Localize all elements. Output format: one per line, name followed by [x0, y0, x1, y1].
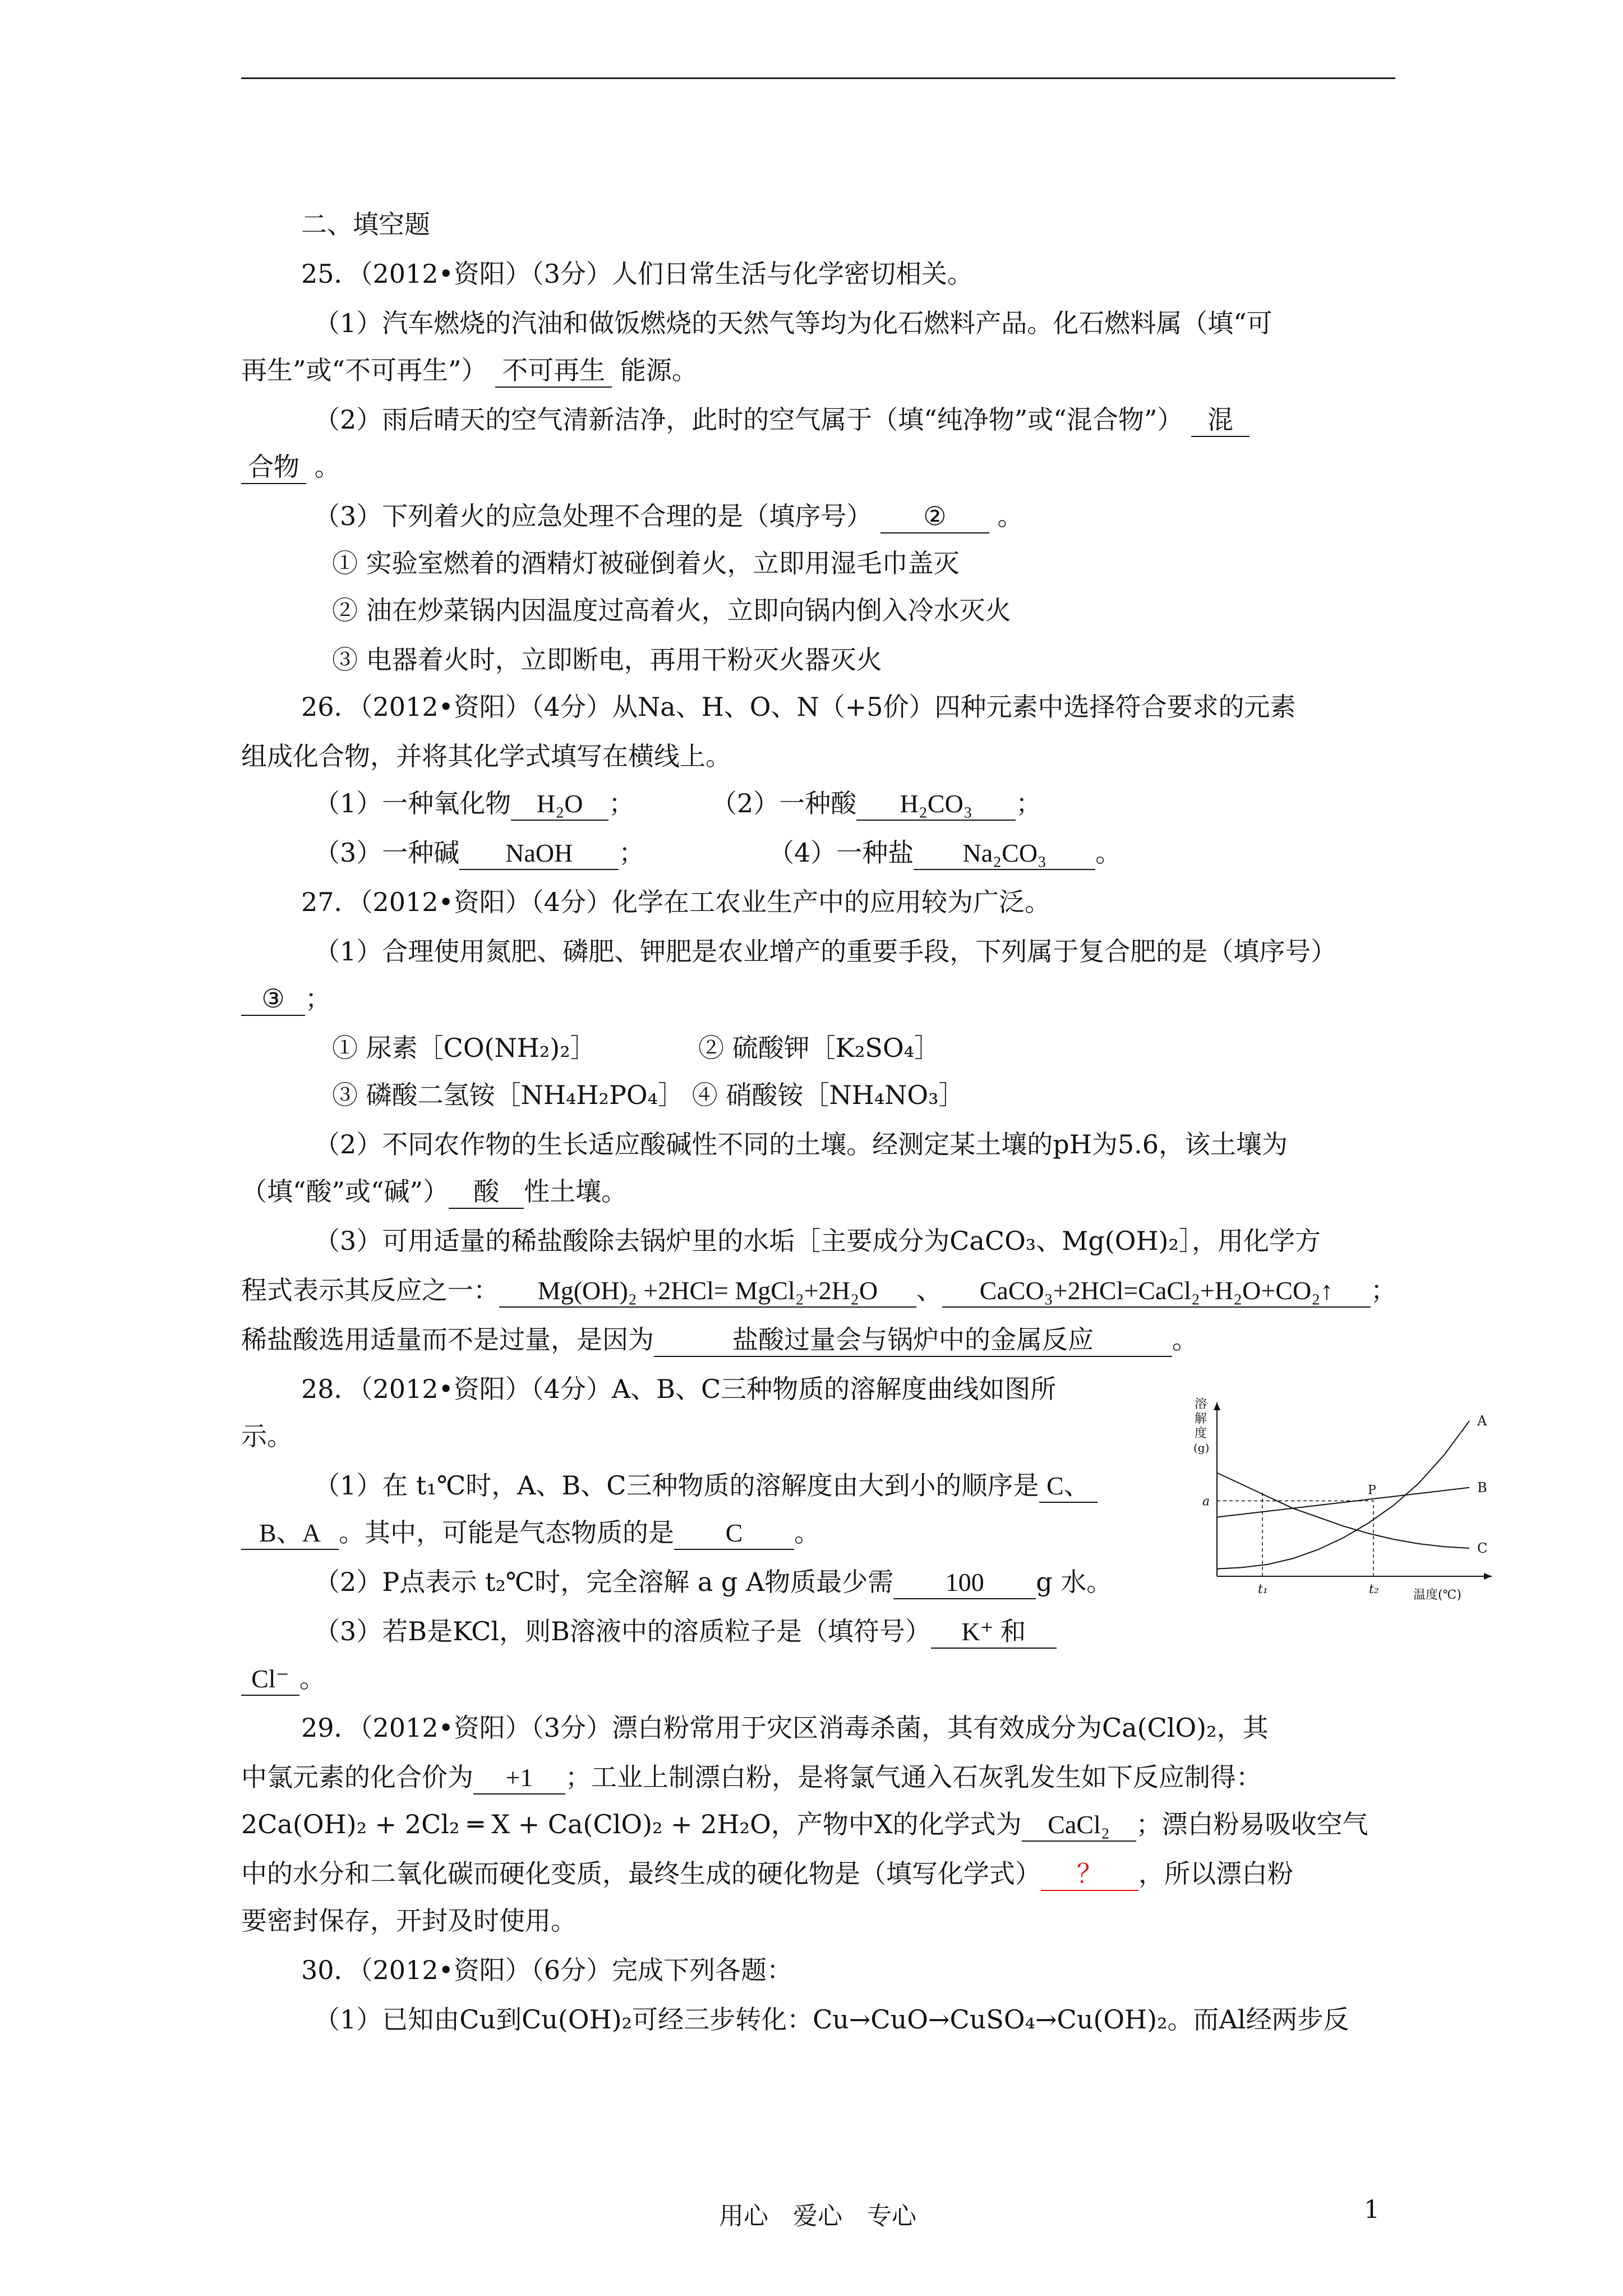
series-B	[1217, 1488, 1469, 1517]
y-axis-label-3: 度	[1195, 1427, 1207, 1441]
q29-line-3	[241, 1807, 1368, 1842]
q26-item-3: （3）一种碱	[314, 838, 460, 868]
q29-text-4: 中的水分和二氧化碳而硬化变质，最终生成的硬化物是（填写化学式）	[241, 1858, 1041, 1889]
q27-p1-line1: （1）合理使用氮肥、磷肥、钾肥是农业增产的重要手段，下列属于复合肥的是（填序号）	[314, 936, 1337, 967]
q28-p1-line1	[314, 1469, 1098, 1503]
q26-row-2	[314, 836, 644, 870]
y-axis-arrow	[1214, 1402, 1220, 1410]
q26-row-1	[314, 786, 634, 821]
q25-p2-answer-b: 合物	[241, 452, 306, 484]
q29-answer-1: +1	[473, 1762, 565, 1795]
footer-text: 用心 爱心 专心	[719, 2202, 916, 2230]
q27-p3-line2	[241, 1273, 1396, 1308]
q26-answer-4: Na₂CO₃	[914, 838, 1095, 870]
x-axis-arrow	[1484, 1573, 1492, 1580]
q25-p3	[314, 499, 1023, 533]
q25-p2-answer-a: 混	[1191, 404, 1249, 437]
q27-stem: 27．（2012•资阳）（4分）化学在工农业生产中的应用较为广泛。	[301, 887, 1050, 917]
q29-line-2	[241, 1760, 1262, 1795]
series-C	[1217, 1473, 1469, 1548]
q28-p2	[314, 1565, 1112, 1599]
q26-row-2b	[768, 836, 1121, 870]
q30-p1: （1）已知由Cu到Cu(OH)₂可经三步转化：Cu→CuO→CuSO₄→Cu(OH)₂。而Al经两步反	[314, 2004, 1349, 2035]
q28-p2-answer: 100	[893, 1567, 1036, 1599]
x-tick-label-t1: t₁	[1258, 1582, 1268, 1596]
q29-text-2b: ；工业上制漂白粉，是将氯气通入石灰乳发生如下反应制得：	[565, 1762, 1262, 1792]
q27-option-4: ④ 硝酸铵［NH₄NO₃］	[691, 1080, 965, 1110]
q29-answer-2: CaCl₂	[1022, 1809, 1136, 1842]
q27-p2-answer: 酸	[449, 1176, 524, 1209]
header-rule	[241, 77, 1395, 79]
q27-p3-reason-end: 。	[1172, 1324, 1198, 1355]
q27-p1-line2	[241, 982, 331, 1016]
q25-p1-line1: （1）汽车燃烧的汽油和做饭燃烧的天然气等均为化石燃料产品。化石燃料属（填“可	[314, 308, 1272, 338]
q25-p2-end: 。	[314, 452, 340, 482]
q28-p3-line1	[314, 1614, 1057, 1649]
q25-p2-line2	[241, 450, 340, 484]
solubility-chart	[1178, 1391, 1514, 1627]
q26-sep-2: ；	[1016, 788, 1042, 818]
q26-row-1b	[711, 786, 1041, 821]
y-tick-label: a	[1202, 1494, 1210, 1509]
page-number: 1	[1364, 2196, 1380, 2224]
q28-p2-text: （2）P点表示 t₂℃时，完全溶解 a g A物质最少需	[314, 1567, 894, 1597]
q25-p2-text: （2）雨后晴天的空气清新洁净，此时的空气属于（填“纯净物”或“混合物”）	[314, 404, 1183, 435]
q26-item-4: （4）一种盐	[768, 838, 914, 868]
q27-p3-line3	[241, 1323, 1198, 1357]
q30-stem: 30．（2012•资阳）（6分）完成下列各题：	[301, 1955, 792, 1985]
q27-p2-end: 性土壤。	[524, 1176, 628, 1207]
section-title: 二、填空题	[301, 209, 430, 240]
q27-p3-line1: （3）可用适量的稀盐酸除去锅炉里的水垢［主要成分为CaCO₃、Mg(OH)₂］，用化学方	[314, 1226, 1321, 1256]
q28-p3-line2	[241, 1662, 325, 1696]
q28-p3-answer-a: K⁺ 和	[931, 1616, 1057, 1649]
q27-p3-answer-1: Mg(OH)₂ +2HCl= MgCl₂+2H₂O	[499, 1275, 916, 1308]
q28-p1-answer-a: C、	[1039, 1470, 1098, 1503]
q27-p1-end: ；	[305, 983, 331, 1014]
q26-stem-2: 组成化合物，并将其化学式填写在横线上。	[241, 741, 731, 771]
q29-answer-3: ？	[1041, 1858, 1138, 1891]
q27-p2-text: （填“酸”或“碱”）	[241, 1176, 449, 1207]
q25-stem: 25．（2012•资阳）（3分）人们日常生活与化学密切相关。	[301, 259, 973, 289]
q25-option-1: ① 实验室燃着的酒精灯被碰倒着火，立即用湿毛巾盖灭	[332, 548, 960, 578]
q25-p1-line2	[241, 353, 698, 388]
q29-stem-1: 29．（2012•资阳）（3分）漂白粉常用于灾区消毒杀菌，其有效成分为Ca(ClO)₂，其	[301, 1713, 1269, 1743]
q26-answer-3: NaOH	[459, 838, 619, 870]
q27-p2-line2	[241, 1175, 627, 1209]
q25-p1-text: 再生”或“不可再生”）	[241, 355, 487, 385]
chart-series	[1217, 1421, 1469, 1569]
y-axis-label-1: 溶	[1195, 1397, 1207, 1411]
q25-option-2: ② 油在炒菜锅内因温度过高着火，立即向锅内倒入冷水灭火	[332, 595, 1011, 625]
q26-sep-3: ；	[619, 838, 645, 868]
q26-answer-1: H₂O	[511, 788, 608, 821]
q28-p1-answer-b: B、A	[241, 1517, 339, 1550]
q28-p2-end: g 水。	[1036, 1567, 1113, 1597]
q27-p1-answer: ③	[241, 983, 305, 1016]
q26-stem-1: 26．（2012•资阳）（4分）从Na、H、O、N（+5价）四种元素中选择符合要求的元素	[301, 692, 1296, 722]
q28-p1-line2	[241, 1516, 820, 1550]
q25-p1-end: 能源。	[620, 355, 698, 385]
q27-p3-end: ；	[1371, 1275, 1396, 1305]
q25-p3-text: （3）下列着火的应急处理不合理的是（填序号）	[314, 501, 873, 531]
q27-p3-answer-2: CaCO₃+2HCl=CaCl₂+H₂O+CO₂↑	[942, 1275, 1371, 1308]
q27-option-2: ② 硫酸钾［K₂SO₄］	[698, 1033, 940, 1063]
q29-text-3b: ；漂白粉易吸收空气	[1136, 1809, 1368, 1839]
y-axis-label-4: (g)	[1193, 1441, 1210, 1455]
q26-end: 。	[1095, 838, 1122, 868]
q27-p2-line1: （2）不同农作物的生长适应酸碱性不同的土壤。经测定某土壤的pH为5.6，该土壤为	[314, 1129, 1288, 1159]
series-label-B: B	[1477, 1479, 1487, 1496]
q27-option-3	[332, 1078, 965, 1112]
q29-text-2: 中氯元素的化合价为	[241, 1762, 473, 1792]
q25-p3-answer: ②	[880, 501, 989, 533]
q29-line-5: 要密封保存，开封及时使用。	[241, 1906, 577, 1936]
q26-sep-1: ；	[608, 788, 635, 818]
x-tick-label-t2: t₂	[1369, 1582, 1379, 1596]
point-label: P	[1368, 1483, 1376, 1498]
q27-option-1: ① 尿素［CO(NH₂)₂］	[332, 1033, 596, 1063]
q25-p1-answer: 不可再生	[495, 355, 612, 388]
chart-labels	[1193, 1397, 1487, 1602]
q29-text-4b: ，所以漂白粉	[1138, 1858, 1293, 1889]
q28-p1-answer-2: C	[674, 1517, 794, 1550]
x-axis-label: 温度(℃)	[1413, 1588, 1461, 1602]
q28-p1-end: 。	[794, 1517, 820, 1548]
q26-answer-2: H₂CO₃	[856, 788, 1016, 821]
q28-p3-end: 。	[299, 1663, 325, 1694]
q25-option-3: ③ 电器着火时，立即断电，再用干粉灭火器灭火	[332, 645, 882, 675]
series-A	[1217, 1421, 1469, 1569]
q27-option-3-text: ③ 磷酸二氢铵［NH₄H₂PO₄］	[332, 1080, 684, 1110]
q28-p3-text: （3）若B是KCl，则B溶液中的溶质粒子是（填符号）	[314, 1616, 931, 1646]
q27-p3-sep: 、	[916, 1275, 942, 1305]
series-label-C: C	[1477, 1540, 1488, 1556]
q28-p1-text: （1）在 t₁℃时，A、B、C三种物质的溶解度由大到小的顺序是	[314, 1470, 1039, 1501]
q29-equation: 2Ca(OH)₂ + 2Cl₂ ═ X + Ca(ClO)₂ + 2H₂O，产物中X的化学式为	[241, 1809, 1022, 1839]
q27-p3-reason-text: 稀盐酸选用适量而不是过量，是因为	[241, 1324, 654, 1355]
q28-p3-answer-b: Cl⁻	[241, 1663, 299, 1696]
q27-p3-answer-3: 盐酸过量会与锅炉中的金属反应	[654, 1324, 1172, 1357]
q26-item-2: （2）一种酸	[711, 788, 857, 818]
q29-line-4	[241, 1857, 1293, 1891]
q28-p1-mid: 。其中，可能是气态物质的是	[339, 1517, 674, 1548]
series-label-A: A	[1477, 1413, 1487, 1429]
y-axis-label-2: 解	[1195, 1412, 1207, 1426]
q28-stem-1: 28．（2012•资阳）（4分）A、B、C三种物质的溶解度曲线如图所	[301, 1374, 1057, 1404]
q27-p3-text: 程式表示其反应之一：	[241, 1275, 499, 1305]
q25-p2-line1	[314, 403, 1249, 437]
q26-item-1: （1）一种氧化物	[314, 788, 511, 818]
q28-stem-2: 示。	[241, 1421, 293, 1451]
q25-p3-end: 。	[997, 501, 1023, 531]
